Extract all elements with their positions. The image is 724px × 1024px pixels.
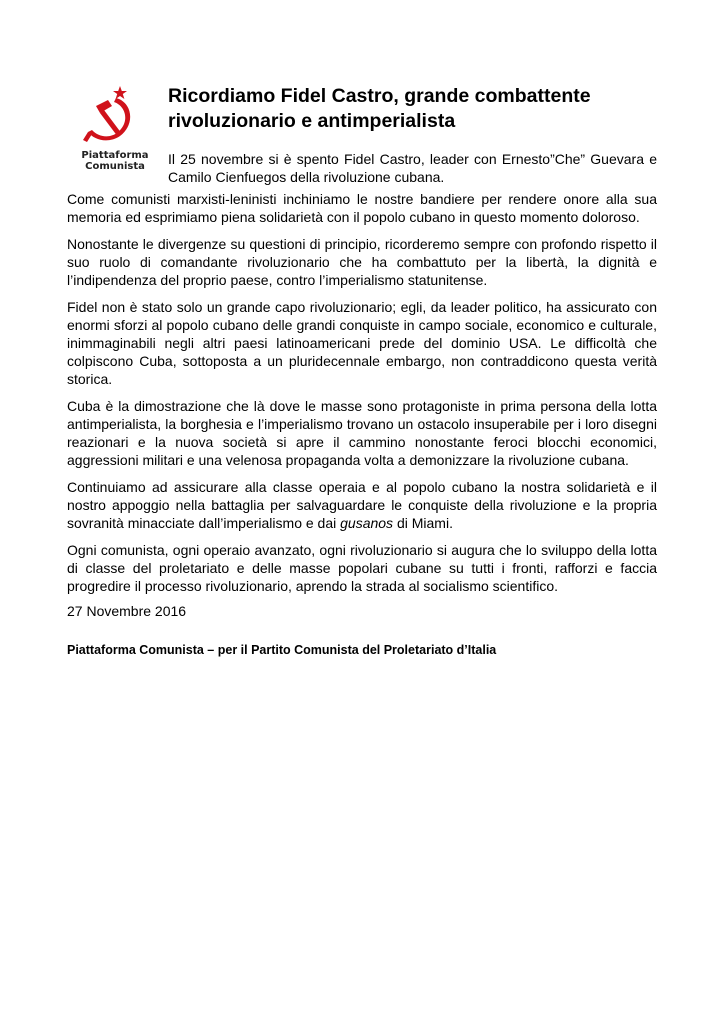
paragraph-5-text: Continuiamo ad assicurare alla classe operaia e al popolo cubano la nostra solidarietà e il nostro appoggio nella battaglia per salvaguardare le conquiste della rivoluzione e la propria sovranità minacciate dall’imperialismo e dai — [67, 479, 657, 531]
logo-text-line2: Comunista — [85, 161, 145, 172]
star-icon — [113, 86, 127, 99]
title-line-1: Ricordiamo Fidel Castro, grande combattente — [168, 85, 591, 107]
paragraph-2: Nonostante le divergenze su questioni di principio, ricorderemo sempre con profondo rispetto il suo ruolo di comandante rivoluzionario che ha combattuto per la libertà, la dignità e l’indipendenza del proprio paese, contro l’imperialismo statunitense. — [67, 236, 657, 288]
paragraph-1: Come comunisti marxisti-leninisti inchiniamo le nostre bandiere per rendere onore alla sua memoria ed esprimiamo piena solidarietà con il popolo cubano in questo momento doloroso. — [67, 191, 657, 225]
document-title — [168, 84, 668, 134]
document-date: 27 Novembre 2016 — [67, 603, 187, 619]
lead-paragraph: Il 25 novembre si è spento Fidel Castro, leader con Ernesto”Che” Guevara e Camilo Cienfuegos della rivoluzione cubana. — [168, 151, 657, 185]
title-line-2: rivoluzionario e antimperialista — [168, 110, 456, 132]
party-logo — [76, 84, 156, 176]
signature: Piattaforma Comunista – per il Partito Comunista del Proletariato d’Italia — [67, 643, 497, 657]
paragraph-5-end: di Miami. — [393, 515, 453, 531]
paragraph-3: Fidel non è stato solo un grande capo rivoluzionario; egli, da leader politico, ha assicurato con enormi sforzi al popolo cubano delle grandi conquiste in campo sociale, economico e culturale, inimmaginabili negli altri paesi latinoamericani prede del dominio USA. Le difficoltà che colpiscono Cuba, sottoposta a un pluridecennale embargo, non contraddicono questa verità storica. — [67, 299, 657, 387]
hammer-and-sickle-icon — [80, 84, 144, 148]
paragraph-5-italic: gusanos — [340, 515, 394, 531]
paragraph-5 — [67, 478, 657, 532]
paragraph-4: Cuba è la dimostrazione che là dove le masse sono protagoniste in prima persona della lotta antimperialista, la borghesia e l’imperialismo trovano un ostacolo insuperabile per i loro disegni reazionari e la nuova società si apre il cammino nonostante feroci blocchi economici, aggressioni militari e una velenosa propaganda volta a demonizzare la rivoluzione cubana. — [67, 398, 657, 468]
paragraph-6: Ogni comunista, ogni operaio avanzato, ogni rivoluzionario si augura che lo sviluppo della lotta di classe del proletariato e delle masse popolari cubane su tutti i fronti, rafforzi e faccia progredire il processo rivoluzionario, aprendo la strada al socialismo scientifico. — [67, 542, 657, 594]
logo-text-line1: Piattaforma — [81, 150, 149, 161]
document-body — [67, 190, 657, 604]
